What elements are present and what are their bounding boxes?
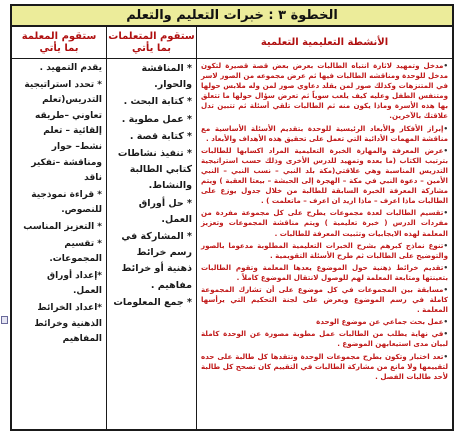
student-task-item: * المناقشة والحوار. (141, 63, 192, 91)
teacher-task-item: *اعداد الخرائط الذهنية وخرائط المفاهيم (34, 302, 102, 345)
student-task-item: * كتابة قصة . (129, 130, 192, 142)
teacher-task-item: *إعداد أوراق العمل. (47, 270, 102, 297)
margin-marker (1, 316, 8, 324)
page-title: الخطوة ٣ : خبرات التعليم والتعلم (12, 6, 452, 27)
activity-item: • تقديم خرائط ذهنية حول الموضوع يعدها المعلمة وتقوم الطالبات بتعينتها ومتابعة المعلمة لهم للوصول لانتقال الموضوع كاملاً . (201, 263, 448, 283)
student-task-item: * تنفيذ نشاطات كتابي الطالبة والنشاط. (117, 148, 192, 192)
table-columns (12, 27, 452, 429)
teacher-task-item: * قراءة نموذجية للنصوص. (31, 189, 102, 216)
activities-header (197, 27, 452, 59)
student-task-item: * حل أوراق العمل. (138, 197, 192, 225)
students-list (107, 59, 196, 429)
students-column (106, 27, 196, 429)
activity-item: • تقسيم الطالبات لعدة مجموعات يطرح على كل مجموعة مفردة من مفردات الدرس ( خبرة تعليمية ) ويتم مناقشة المجموعات وتعزيز المعلمة لهذه الايجابيات وتثبيت المعرفة للطالبات . (201, 208, 448, 238)
teacher-header (12, 27, 106, 59)
teacher-header-line2: بما يأتي (39, 42, 79, 54)
teacher-column (12, 27, 106, 429)
teacher-task-item: * تقسيم المجموعات. (49, 238, 102, 265)
student-task-item: * عمل مطوية . (121, 113, 192, 125)
activities-list (197, 59, 452, 429)
activity-item: • عرض المعرفة والمهارة الخبرة التعليمية المراد اكسابها للطالبات بترتيب الكتاب (ما بعده وتمهيد للدرس الأخرى وذلك حسب استراتيجية التدريس المناسبة وهي علاقتي(مكة بلد النبي – نسب النبي – النبي الأمين – دعوة النبي في مكة – الهجرة إلى الحبشة – بيعتا العقبة ) ويتم مشاركة المعرفة الخبرة السابقة للطالبة من خلال جدول يوزع على الطالبات ماذا اعرف – ماذا اريد ان اعرف – ماتعلمت ) . (201, 146, 448, 207)
activity-item: • في نهاية يطلب من الطالبات عمل مطوية مصورة عن الوحدة كاملة لبيان مدى استيعابهن الموضوع . (201, 329, 448, 349)
activity-item: • مدخل وتمهيد لاثارة انتباه الطالبات بعرض بعض قصة قصيرة لتكون مدخل للوحدة ومناقشه الطالبات فيها ثم عرض مجموعه من الصور لاسر في المتنزهات وكذلك صور لمن يقلد دعاوي صور لمن وله ملابس حولها ومتنفس الطفل وعليه كيف يلعب سوياً ثم تعرض سؤال حولها ما تتعلق بها هذه الأسرة وماذا يكون منه ثم الطالبات تلقي أسئلة ثم تتبين تدل علاقتك بالآخرين. (201, 61, 448, 122)
teacher-list (12, 59, 106, 429)
activities-header-label: الأنشطة التعليمية التعلمية (260, 36, 389, 48)
student-task-item: * كتابة البحث . (123, 96, 192, 108)
teacher-header-line1: ستقوم المعلمة (21, 30, 97, 42)
activity-item: • عمل بحث جماعي عن موضوع الوحدة (201, 317, 448, 327)
activity-item: • إبراز الأفكار والأبعاد الرئيسية للوحدة بتقديم الأسئلة الأساسية مع مناقشة المهمات الأدائية التي تعمل على تحقيق هذه الأهداف والأبعاد . (201, 124, 448, 144)
activity-item: • تنوع نماذج كبرهم بشرح الخبرات التعليمية المطلوبة مدعوما بالصور والتوضيح على الطالبات ثم طرح الأسئلة التقويمية . (201, 241, 448, 261)
students-header (107, 27, 196, 59)
activity-item: • مسابقة بين المجموعات في كل موضوع على أن تشارك المجموعة كاملة في رسم الموضوع ويعرض على لجنة التحكيم التي يرأسها المعلمة . (201, 285, 448, 315)
student-task-item: * المشاركة في رسم خرائط ذهنية أو خرائط مفاهيم . (121, 231, 192, 291)
students-header-line1: ستقوم المتعلمات (108, 30, 195, 42)
teacher-task-item: * التعزيز المناسب (23, 221, 102, 232)
student-task-item: * جمع المعلومات (113, 296, 192, 308)
activities-column (196, 27, 452, 429)
lesson-table (10, 4, 454, 431)
students-header-line2: بما يأتي (131, 42, 172, 54)
teacher-task-item: * تحدد استراتيجية التدريس(تعلم تعاوني –طريقه إلقائية – تعلم نشط– حوار ومناقشة –تفكير ناقد (24, 79, 102, 184)
activity-item: • تعد اختبار وتكون بطرح مجموعات الوحدة وتتقدها كل طالبة على حده لتقييمها ولا مانع من مشاركة الطالبات في التقييم كان تصحح كل طالبة لأحد طالبات الفصل . (201, 352, 448, 382)
teacher-task-item: يقدم التمهيد . (39, 63, 102, 73)
